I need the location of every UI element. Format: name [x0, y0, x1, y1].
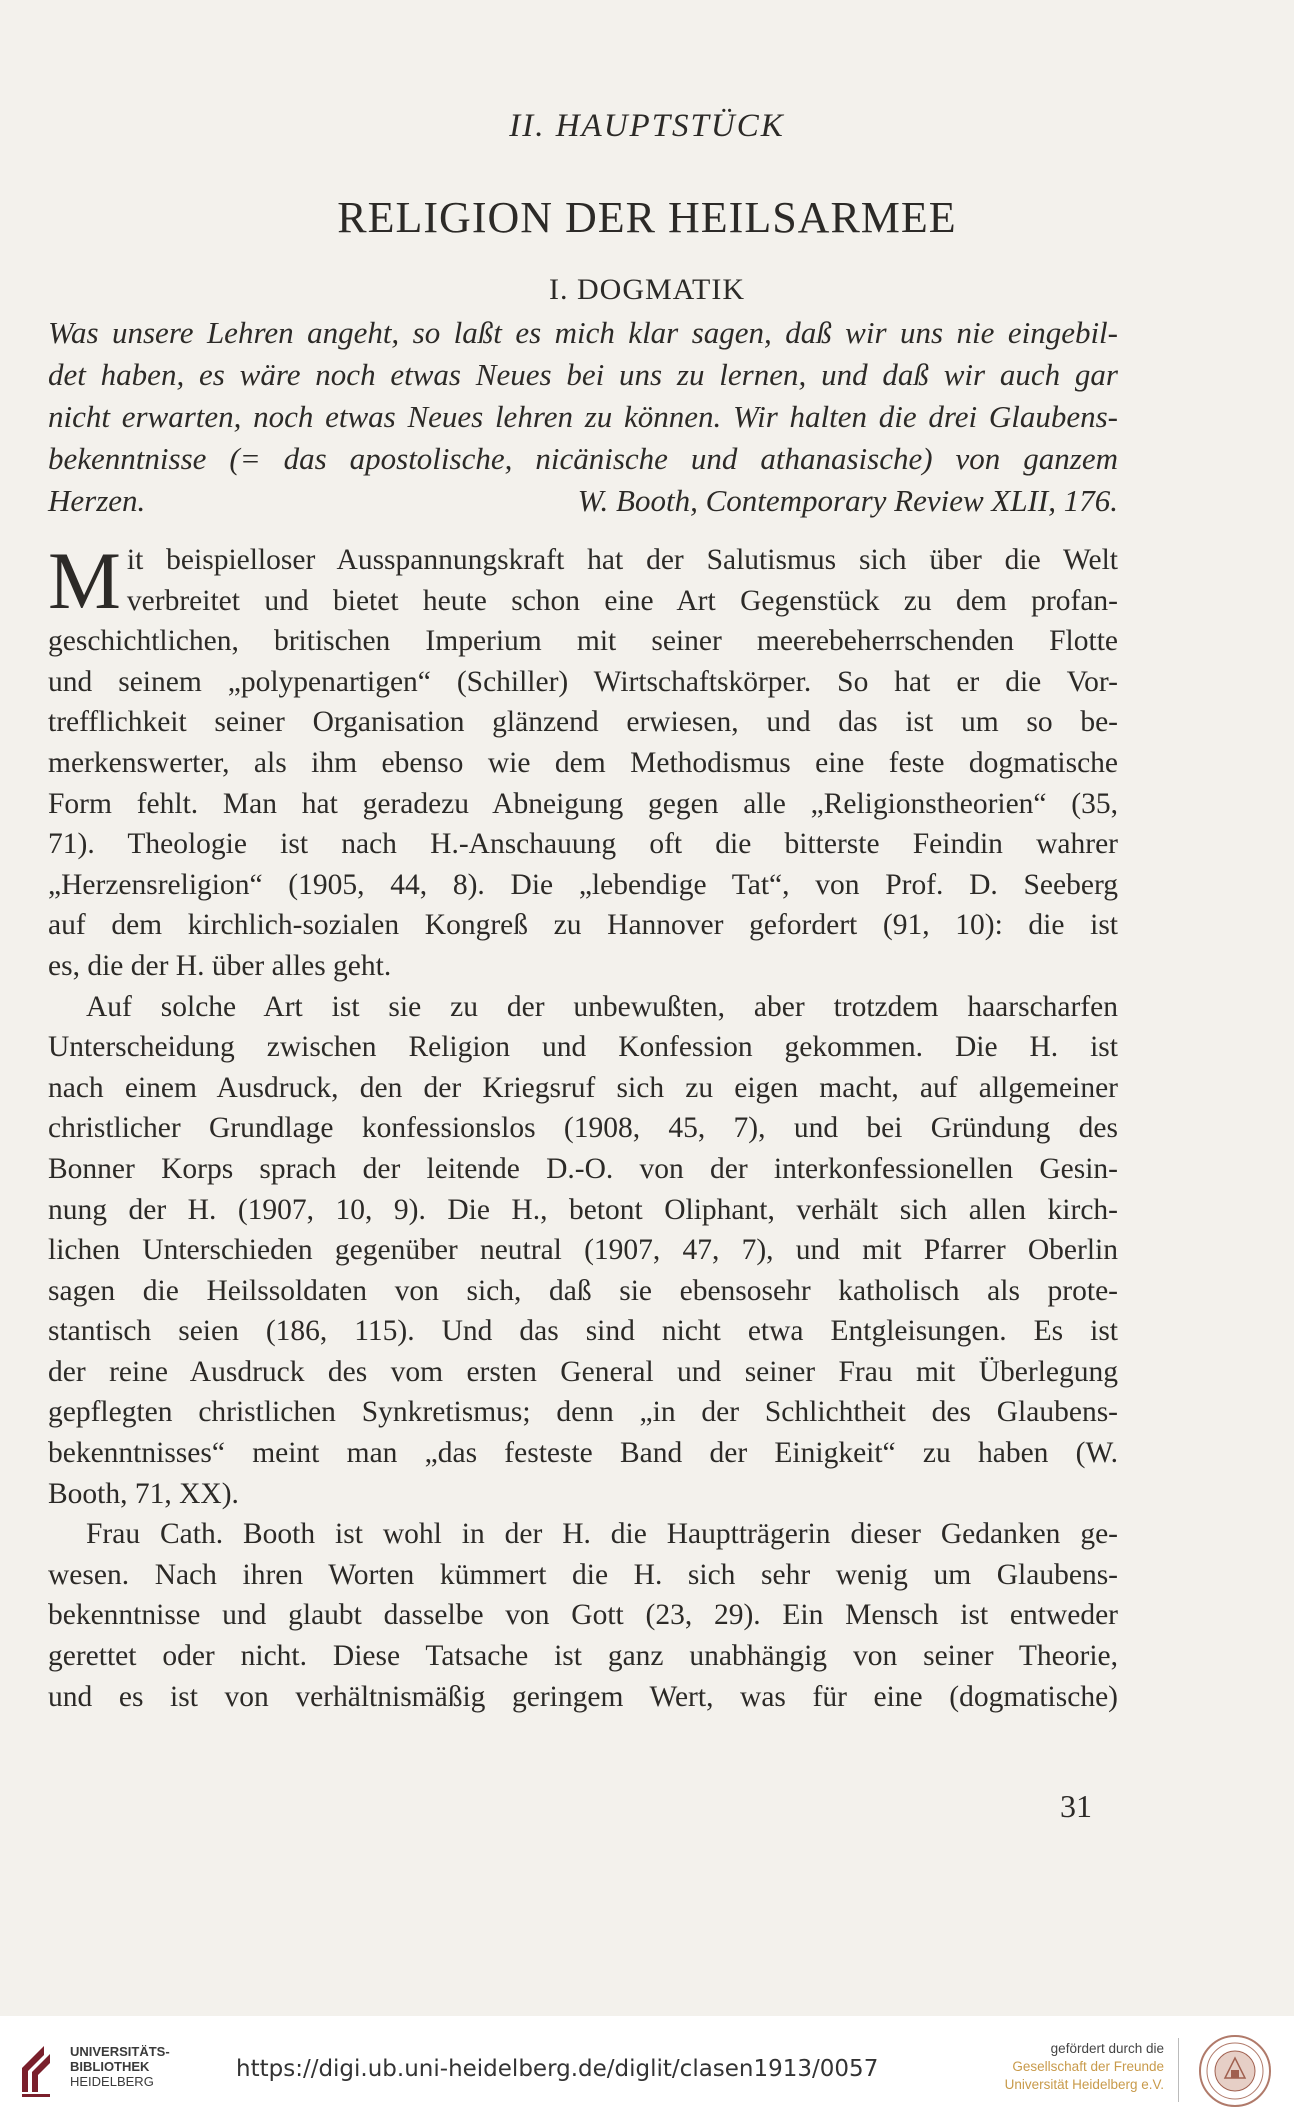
motto-line: Was unsere Lehren angeht, so laßt es mich klar sagen, daß wir uns nie eingebil-: [48, 315, 1118, 350]
body-line: Frau Cath. Booth ist wohl in der H. die Hauptträgerin dieser Gedanken ge-: [86, 1518, 1118, 1551]
body-line: nung der H. (1907, 10, 9). Die H., betont Oliphant, verhält sich allen kirch-: [48, 1193, 1118, 1226]
footer-divider: [1178, 2038, 1179, 2102]
body-line: nach einem Ausdruck, den der Kriegsruf sich zu eigen macht, auf allgemeiner: [48, 1071, 1118, 1104]
body-line: lichen Unterschieden gegenüber neutral (1907, 47, 7), und mit Pfarrer Oberlin: [48, 1234, 1118, 1267]
body-line: und seinem „polypenartigen“ (Schiller) Wirtschaftskörper. So hat er die Vor-: [48, 665, 1118, 698]
body-line: bekenntnisse und glaubt dasselbe von Gott (23, 29). Ein Mensch ist entweder: [48, 1599, 1118, 1632]
sponsor-text: gefördert durch die Gesellschaft der Freunde Universität Heidelberg e.V.: [1004, 2041, 1164, 2092]
body-line: gerettet oder nicht. Diese Tatsache ist ganz unabhängig von seiner Theorie,: [48, 1640, 1118, 1673]
page-number: 31: [1060, 1788, 1092, 1824]
body-line: es, die der H. über alles geht.: [48, 949, 392, 982]
body-line: trefflichkeit seiner Organisation glänzend erwiesen, und das ist um so be-: [48, 706, 1118, 739]
body-line: Unterscheidung zwischen Religion und Konfession gekommen. Die H. ist: [48, 1031, 1118, 1064]
motto-line: det haben, es wäre noch etwas Neues bei uns zu lernen, und daß wir auch gar: [48, 357, 1118, 392]
chapter-label: II. HAUPTSTÜCK: [509, 108, 785, 144]
motto-end-word: Herzen.: [48, 483, 146, 518]
body-line: Auf solche Art ist sie zu der unbewußten, aber trotzdem haarscharfen: [86, 990, 1118, 1023]
body-line: der reine Ausdruck des vom ersten General und seiner Frau mit Überlegung: [48, 1355, 1118, 1388]
body-line: verbreitet und bietet heute schon eine Art Gegenstück zu dem profan-: [126, 584, 1118, 617]
library-logo-icon: [14, 2040, 58, 2098]
body-line: sagen die Heilssoldaten von sich, daß sie ebensosehr katholisch als prote-: [48, 1274, 1118, 1307]
body-line: stantisch seien (186, 115). Und das sind nicht etwa Entgleisungen. Es ist: [48, 1315, 1118, 1348]
body-line: auf dem kirchlich-sozialen Kongreß zu Hannover gefordert (91, 10): die ist: [48, 909, 1118, 942]
university-seal-icon: [1198, 2034, 1272, 2108]
motto-line: bekenntnisse (= das apostolische, nicänische und athanasische) von ganzem: [48, 441, 1118, 476]
body-text: [48, 535, 1118, 1717]
body-line: „Herzensreligion“ (1905, 44, 8). Die „lebendige Tat“, von Prof. D. Seeberg: [48, 868, 1118, 901]
motto-last-line: [48, 480, 1118, 522]
body-line: it beispielloser Ausspannungskraft hat der Salutismus sich über die Welt: [126, 544, 1118, 576]
body-line: bekenntnisses“ meint man „das festeste Band der Einigkeit“ zu haben (W.: [48, 1437, 1118, 1470]
body-line: gepflegten christlichen Synkretismus; denn „in der Schlichtheit des Glaubens-: [48, 1396, 1118, 1429]
footer-bar: [0, 2016, 1294, 2116]
body-line: christlicher Grundlage konfessionslos (1908, 45, 7), und bei Gründung des: [48, 1112, 1118, 1145]
motto-quote: [48, 312, 1118, 522]
drop-cap: M: [48, 535, 121, 626]
body-line: geschichtlichen, britischen Imperium mit seiner meerebeherrschenden Flotte: [48, 625, 1118, 658]
body-line: und es ist von verhältnismäßig geringem Wert, was für eine (dogmatische): [48, 1680, 1118, 1713]
body-line: Booth, 71, XX).: [48, 1477, 239, 1510]
body-line: wesen. Nach ihren Worten kümmert die H. sich sehr wenig um Glaubens-: [48, 1558, 1118, 1591]
page-title: RELIGION DER HEILSARMEE: [337, 193, 957, 242]
source-url-link[interactable]: https://digi.ub.uni-heidelberg.de/diglit/clasen1913/0057: [236, 2056, 879, 2082]
body-line: 71). Theologie ist nach H.-Anschauung oft die bitterste Feindin wahrer: [48, 828, 1118, 861]
motto-attribution: W. Booth, Contemporary Review XLII, 176.: [577, 483, 1118, 518]
body-line: Form fehlt. Man hat geradezu Abneigung gegen alle „Religionstheorien“ (35,: [48, 787, 1118, 820]
motto-line: nicht erwarten, noch etwas Neues lehren zu können. Wir halten die drei Glaubens-: [48, 399, 1118, 434]
body-line: merkenswerter, als ihm ebenso wie dem Methodismus eine feste dogmatische: [48, 746, 1118, 779]
section-heading: I. DOGMATIK: [549, 273, 745, 306]
library-name: UNIVERSITÄTS- BIBLIOTHEK HEIDELBERG: [70, 2044, 170, 2089]
body-line: Bonner Korps sprach der leitende D.-O. von der interkonfessionellen Gesin-: [48, 1152, 1118, 1185]
